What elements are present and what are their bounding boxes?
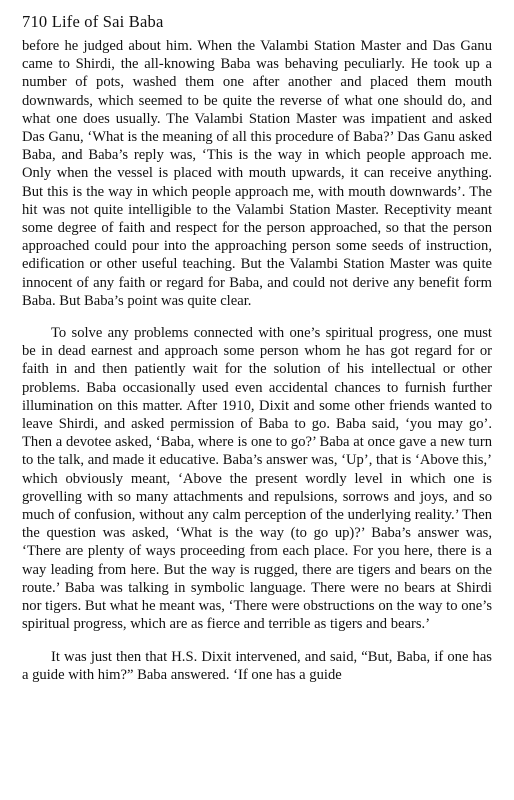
- paragraph: To solve any problems connected with one’s spiritual progress, one must be in dead earnest and approach some person whom he has got regard for or faith in and then patiently wait for the solution of his intellectual or other problems. Baba occasionally used even accidental chances to furnish further illumination on this matter. After 1910, Dixit and some other friends wanted to leave Shirdi, and asked permission of Baba to go. Baba said, ‘you may go’. Then a devotee asked, ‘Baba, where is one to go?’ Baba at once gave a new turn to the talk, and made it educative. Baba’s answer was, ‘Up’, that is ‘Above this,’ which obviously meant, ‘Above the present wordly level in which one is grovelling with so many attachments and repulsions, sorrows and joys, and so much of confusion, without any calm perception of the underlying reality.’ Then the question was asked, ‘What is the way (to go up)?’ Baba’s answer was, ‘There are plenty of ways proceeding from each place. For you here, there is a way leading from here. But the way is rugged, there are tigers and bears on the route.’ Baba was talking in symbolic language. There were no bears at Shirdi nor tigers. But what he meant was, ‘There were obstructions on the way to one’s spiritual progress, which are as fierce and terrible as tigers and bears.’: [22, 325, 492, 633]
- page-number: 710: [22, 12, 48, 31]
- body-text: [22, 37, 492, 684]
- paragraph: before he judged about him. When the Valambi Station Master and Das Ganu came to Shirdi, the all-knowing Baba was behaving peculiarly. He took up a number of pots, washed them one after another and placed them mouth downwards, which seemed to be quite the reverse of what one should do, and what one does usually. The Valambi Station Master was impatient and asked Das Ganu, ‘What is the meaning of all this procedure of Baba?’ Das Ganu asked Baba, and Baba’s reply was, ‘This is the way in which people approach me. Only when the vessel is placed with mouth upwards, it can receive anything. But this is the way in which people approach me, with mouth downwards’. The hit was not quite intelligible to the Valambi Station Master. Receptivity meant some degree of faith and respect for the person approached, so that the person approached could pour into the approaching person some seeds of instruction, edification or other useful teaching. But the Valambi Station Master was quite innocent of any faith or regard for Baba, and could not derive any benefit form Baba. But Baba’s point was quite clear.: [22, 38, 492, 309]
- running-header: [22, 12, 163, 32]
- paragraph: It was just then that H.S. Dixit intervened, and said, “But, Baba, if one has a guide with him?” Baba answered. ‘If one has a guide: [22, 648, 492, 683]
- book-title: Life of Sai Baba: [51, 12, 164, 31]
